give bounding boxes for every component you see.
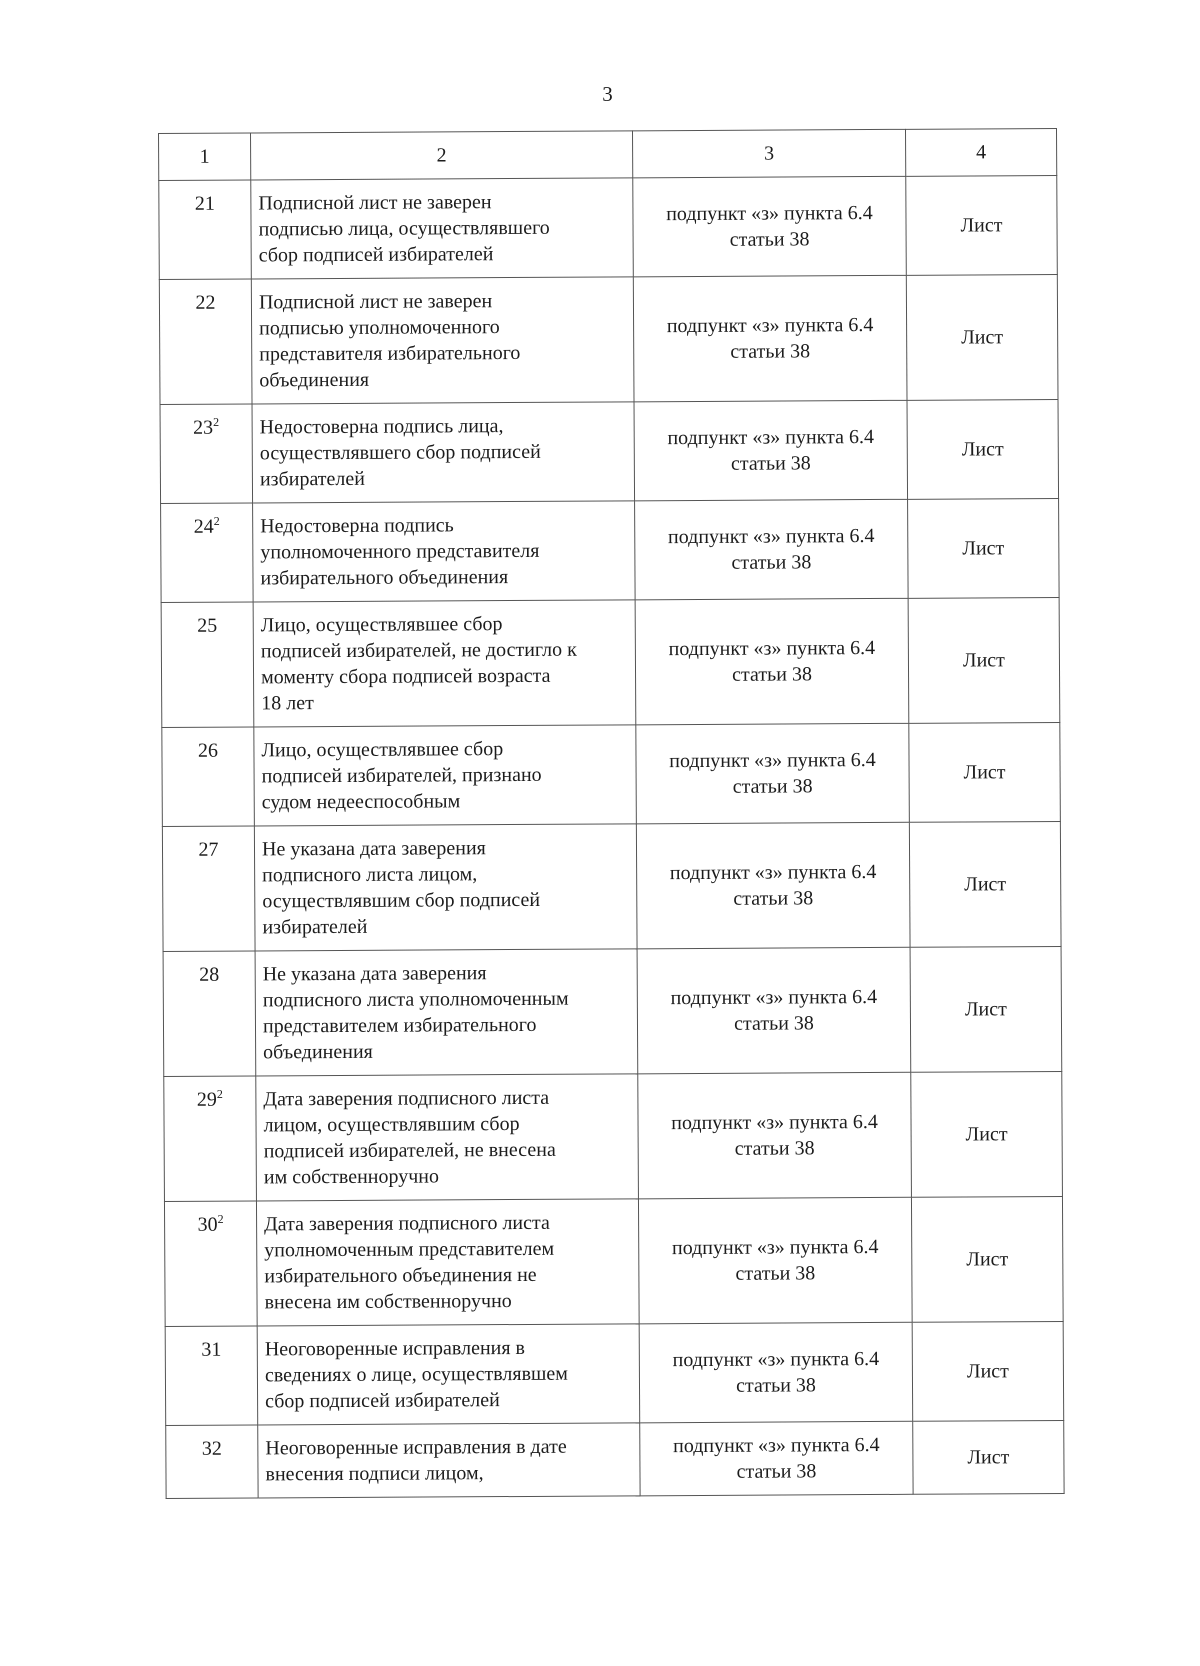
legal-basis-line: подпункт «з» пункта 6.4 <box>666 202 873 226</box>
table-row <box>166 1420 1064 1498</box>
violation-description-line: Не указана дата заверения <box>262 962 487 986</box>
table-row <box>164 1071 1063 1201</box>
row-number-cell <box>162 826 255 952</box>
legal-basis-line: подпункт «з» пункта 6.4 <box>666 314 874 338</box>
violation-description-line: избирателей <box>259 467 366 491</box>
legal-basis-line: подпункт «з» пункта 6.4 <box>670 985 878 1010</box>
violation-description-line: им собственноручно <box>263 1165 440 1189</box>
violation-description-line: осуществлявшего сбор подписей <box>259 440 541 465</box>
legal-basis-line: статьи 38 <box>733 887 814 910</box>
row-number-cell <box>165 1326 258 1426</box>
table-row <box>161 498 1060 602</box>
legal-basis-line: статьи 38 <box>732 663 812 686</box>
table-header <box>159 128 1057 180</box>
document-type-cell: Лист <box>911 1196 1063 1322</box>
violation-description-line: подписей избирателей, не внесена <box>263 1138 556 1163</box>
legal-basis-line: статьи 38 <box>734 1012 814 1035</box>
violation-description-line: сбор подписей избирателей <box>258 243 494 267</box>
legal-basis-cell <box>639 1322 913 1423</box>
document-type-cell: Лист <box>906 274 1058 400</box>
row-number: 27 <box>198 838 219 861</box>
legal-basis-cell <box>634 400 908 501</box>
violation-description-line: Недостоверна подпись лица, <box>259 415 504 439</box>
page-number: 3 <box>602 82 613 106</box>
document-type-cell: Лист <box>908 597 1060 723</box>
legal-basis-line: статьи 38 <box>735 1262 816 1285</box>
document-type-cell: Лист <box>908 498 1060 598</box>
row-number-cell <box>159 279 252 405</box>
column-header-1: 1 <box>159 133 251 181</box>
row-number-cell <box>159 180 252 280</box>
violation-description-line: Дата заверения подписного листа <box>263 1086 550 1111</box>
table-row <box>165 1321 1064 1425</box>
requirements-table <box>158 128 1065 1499</box>
legal-basis-line: статьи 38 <box>736 1460 817 1483</box>
table-row <box>161 597 1060 727</box>
document-type-cell: Лист <box>910 946 1062 1072</box>
violation-description-cell <box>253 501 636 602</box>
row-number: 32 <box>201 1437 222 1460</box>
legal-basis-line: статьи 38 <box>734 1137 815 1160</box>
header-row <box>159 128 1057 180</box>
document-type-cell: Лист <box>913 1420 1064 1494</box>
violation-description-line: Лицо, осуществлявшее сбор <box>261 738 504 762</box>
table-row <box>164 1196 1063 1326</box>
document-type-cell: Лист <box>912 1321 1064 1421</box>
violation-description-cell <box>252 402 635 503</box>
legal-basis-line: подпункт «з» пункта 6.4 <box>673 1433 880 1458</box>
document-type-cell: Лист <box>909 722 1061 822</box>
violation-description-cell <box>256 1199 639 1326</box>
legal-basis-line: подпункт «з» пункта 6.4 <box>668 637 876 661</box>
row-number-cell <box>164 1076 257 1202</box>
row-number: 31 <box>201 1338 222 1361</box>
row-number-cell <box>164 1201 257 1327</box>
legal-basis-cell <box>636 723 910 824</box>
column-header-3: 3 <box>632 129 905 178</box>
violation-description-line: сбор подписей избирателей <box>265 1389 500 1413</box>
table-row <box>159 274 1058 404</box>
legal-basis-cell <box>633 275 907 402</box>
row-number: 26 <box>197 739 219 762</box>
legal-basis-cell <box>635 499 909 600</box>
column-header-2: 2 <box>251 131 633 180</box>
row-number-footnote-mark: 2 <box>216 1086 223 1102</box>
table-body <box>159 175 1064 1498</box>
legal-basis-cell <box>638 1072 912 1199</box>
violation-description-line: подписного листа лицом, <box>262 863 478 887</box>
violation-description-line: объединения <box>263 1040 373 1064</box>
document-type-cell: Лист <box>909 821 1061 947</box>
row-number: 24 <box>193 515 214 538</box>
legal-basis-line: подпункт «з» пункта 6.4 <box>669 860 877 885</box>
table-row <box>163 946 1062 1076</box>
legal-basis-line: статьи 38 <box>731 551 812 574</box>
violation-description-line: моменту сбора подписей возраста <box>260 664 551 689</box>
legal-basis-cell <box>640 1421 913 1496</box>
legal-basis-cell <box>635 598 909 725</box>
violation-description-line: избирательного объединения не <box>264 1263 537 1288</box>
row-number: 30 <box>197 1213 218 1236</box>
violation-description-line: подписью лица, осуществлявшего <box>258 216 550 241</box>
violation-description-line: Неоговоренные исправления в дате <box>265 1435 567 1460</box>
violation-description-cell <box>255 949 638 1076</box>
legal-basis-cell <box>638 1197 912 1324</box>
column-header-4: 4 <box>905 128 1056 176</box>
document-type-cell: Лист <box>911 1071 1063 1197</box>
violation-description-line: лицом, осуществлявшим сбор <box>263 1112 520 1137</box>
legal-basis-line: статьи 38 <box>732 775 813 798</box>
row-number: 28 <box>199 963 220 986</box>
table-row <box>162 821 1061 951</box>
violation-description-cell <box>254 725 637 826</box>
violation-description-cell <box>257 1324 640 1425</box>
violation-description-cell <box>254 824 637 951</box>
violation-description-cell <box>251 277 634 404</box>
row-number-cell <box>162 727 255 827</box>
row-number-footnote-mark: 2 <box>213 415 220 430</box>
document-type-cell: Лист <box>907 399 1059 499</box>
violation-description-line: Не указана дата заверения <box>261 837 486 861</box>
row-number: 25 <box>197 614 218 637</box>
row-number: 21 <box>194 192 215 215</box>
legal-basis-cell <box>633 176 907 277</box>
row-number: 22 <box>195 291 216 314</box>
legal-basis-line: подпункт «з» пункта 6.4 <box>672 1347 880 1372</box>
violation-description-line: подписного листа уполномоченным <box>262 987 569 1012</box>
legal-basis-line: подпункт «з» пункта 6.4 <box>667 525 875 549</box>
violation-description-line: сведениях о лице, осуществлявшем <box>264 1362 568 1387</box>
violation-description-line: внесения подписи лицом, <box>265 1462 484 1486</box>
row-number: 23 <box>193 416 214 439</box>
violation-description-line: избирателей <box>262 915 368 939</box>
violation-description-line: Лицо, осуществлявшее сбор <box>260 613 503 637</box>
violation-description-line: объединения <box>259 368 370 392</box>
violation-description-line: осуществлявшим сбор подписей <box>262 888 541 913</box>
violation-description-line: уполномоченного представителя <box>260 539 540 564</box>
violation-description-line: Подписной лист не заверен <box>258 191 492 215</box>
violation-description-line: Подписной лист не заверен <box>258 290 493 314</box>
row-number: 29 <box>196 1088 217 1111</box>
document-type-cell: Лист <box>906 175 1058 275</box>
violation-description-line: подписью уполномоченного <box>259 316 500 340</box>
violation-description-line: Недостоверна подпись <box>260 514 454 538</box>
row-number-cell <box>160 404 253 504</box>
legal-basis-line: подпункт «з» пункта 6.4 <box>667 426 875 450</box>
table-row <box>160 399 1059 503</box>
violation-description-line: Дата заверения подписного листа <box>264 1211 550 1236</box>
violation-description-cell <box>258 1423 640 1498</box>
legal-basis-line: статьи 38 <box>729 228 810 251</box>
row-number-footnote-mark: 2 <box>213 514 220 529</box>
legal-basis-cell <box>637 947 911 1074</box>
row-number-footnote-mark: 2 <box>217 1211 224 1227</box>
legal-basis-cell <box>636 822 910 949</box>
violation-description-line: подписей избирателей, признано <box>261 763 542 788</box>
violation-description-cell <box>256 1074 639 1201</box>
row-number-cell <box>161 503 254 603</box>
violation-description-cell <box>253 600 636 727</box>
violation-description-cell <box>251 178 634 279</box>
legal-basis-line: статьи 38 <box>736 1374 816 1397</box>
violation-description-line: Неоговоренные исправления в <box>264 1336 526 1361</box>
violation-description-line: представителем избирательного <box>262 1013 537 1038</box>
legal-basis-line: подпункт «з» пункта 6.4 <box>669 749 876 773</box>
violation-description-line: избирательного объединения <box>260 566 509 590</box>
violation-description-line: представителя избирательного <box>259 341 521 366</box>
violation-description-line: уполномоченным представителем <box>264 1237 555 1262</box>
violation-description-line: судом недееспособным <box>261 790 461 814</box>
table-row <box>162 722 1061 826</box>
legal-basis-line: статьи 38 <box>730 340 811 363</box>
violation-description-line: внесена им собственноручно <box>264 1290 512 1314</box>
row-number-cell <box>166 1425 258 1499</box>
legal-basis-line: статьи 38 <box>730 452 811 475</box>
row-number-cell <box>163 951 256 1077</box>
table-row <box>159 175 1058 279</box>
legal-basis-line: подпункт «з» пункта 6.4 <box>671 1110 878 1135</box>
violation-description-line: 18 лет <box>261 692 314 715</box>
row-number-cell <box>161 602 254 728</box>
legal-basis-line: подпункт «з» пункта 6.4 <box>671 1235 879 1260</box>
violation-description-line: подписей избирателей, не достигло к <box>260 638 577 663</box>
